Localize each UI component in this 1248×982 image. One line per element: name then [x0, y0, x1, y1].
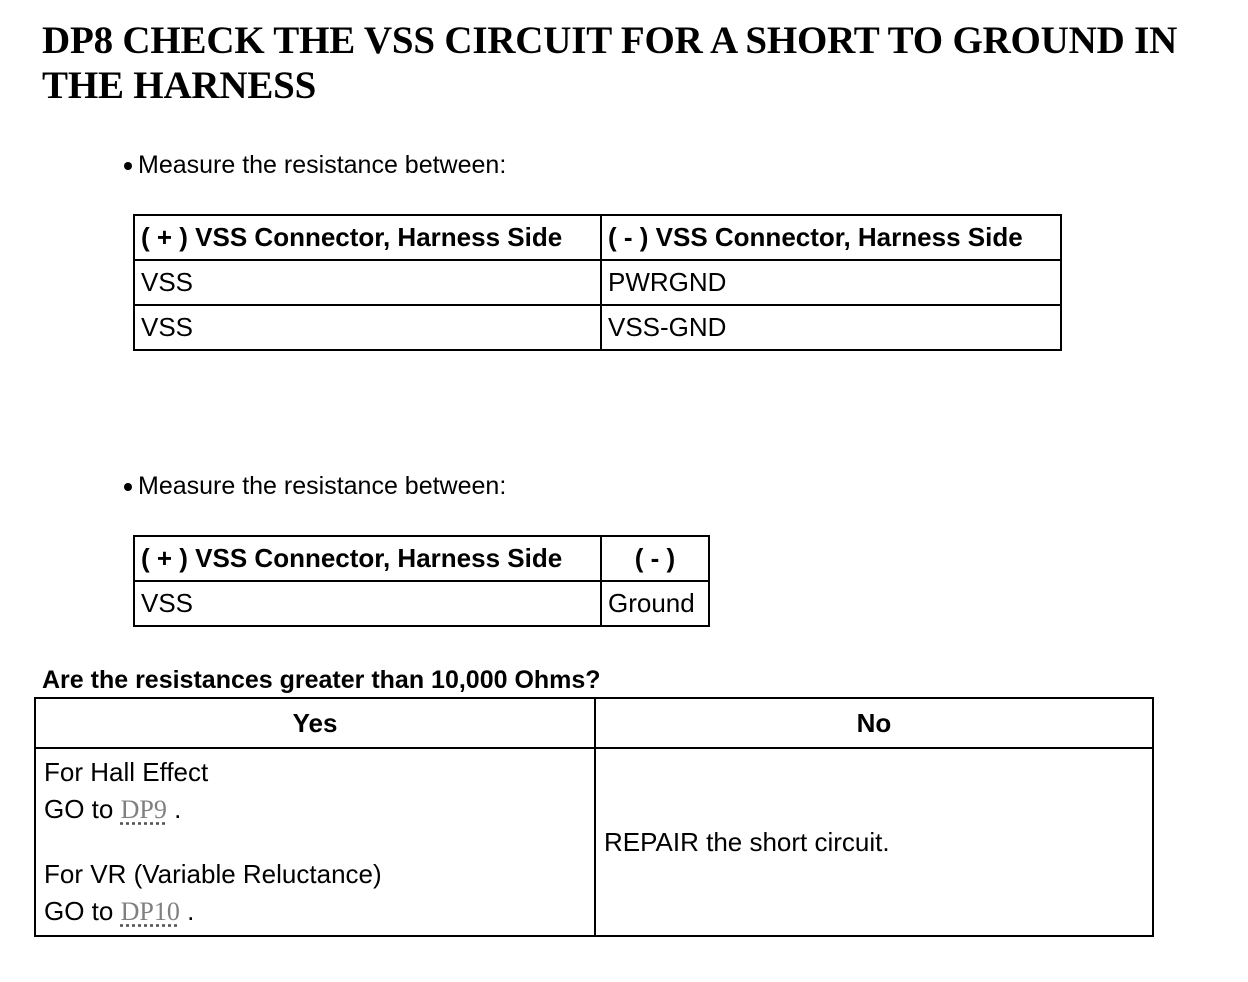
vr-label: For VR (Variable Reluctance) [44, 859, 382, 889]
table-header-row [134, 215, 1061, 260]
table-step-2 [133, 535, 710, 627]
page-title: DP8 CHECK THE VSS CIRCUIT FOR A SHORT TO GROUND IN THE HARNESS [42, 19, 1178, 107]
table-cell: VSS [134, 260, 601, 305]
dp9-link[interactable]: DP9 [120, 795, 167, 824]
table-row [134, 260, 1061, 305]
column-header-positive: ( + ) VSS Connector, Harness Side [134, 536, 601, 581]
dp10-link[interactable]: DP10 [120, 897, 180, 926]
bullet-icon [124, 483, 132, 491]
table-cell: VSS-GND [601, 305, 1061, 350]
no-header: No [595, 698, 1153, 748]
table-row [134, 581, 709, 626]
instruction-2 [124, 471, 506, 501]
hall-effect-label: For Hall Effect [44, 757, 209, 787]
spacer [44, 828, 586, 856]
column-header-positive: ( + ) VSS Connector, Harness Side [134, 215, 601, 260]
question-text: Are the resistances greater than 10,000 Ohms? [42, 666, 601, 694]
period-text: . [187, 896, 195, 926]
go-to-text: GO to [44, 896, 114, 926]
no-cell: REPAIR the short circuit. [595, 748, 1153, 936]
go-to-text: GO to [44, 794, 114, 824]
period-text: . [174, 794, 182, 824]
instruction-1-text: Measure the resistance between: [138, 151, 507, 179]
instruction-1 [124, 150, 506, 180]
table-cell: PWRGND [601, 260, 1061, 305]
decision-table [34, 697, 1154, 937]
table-cell: VSS [134, 305, 601, 350]
column-header-negative: ( - ) [601, 536, 709, 581]
yes-header: Yes [35, 698, 595, 748]
vr-action [44, 893, 586, 930]
table-row [134, 305, 1061, 350]
table-header-row [134, 536, 709, 581]
column-header-negative: ( - ) VSS Connector, Harness Side [601, 215, 1061, 260]
table-step-1 [133, 214, 1062, 351]
instruction-2-text: Measure the resistance between: [138, 472, 507, 500]
table-cell: Ground [601, 581, 709, 626]
bullet-icon [124, 162, 132, 170]
table-cell: VSS [134, 581, 601, 626]
decision-header-row [35, 698, 1153, 748]
hall-effect-action [44, 791, 586, 828]
yes-cell [35, 748, 595, 936]
decision-row [35, 748, 1153, 936]
